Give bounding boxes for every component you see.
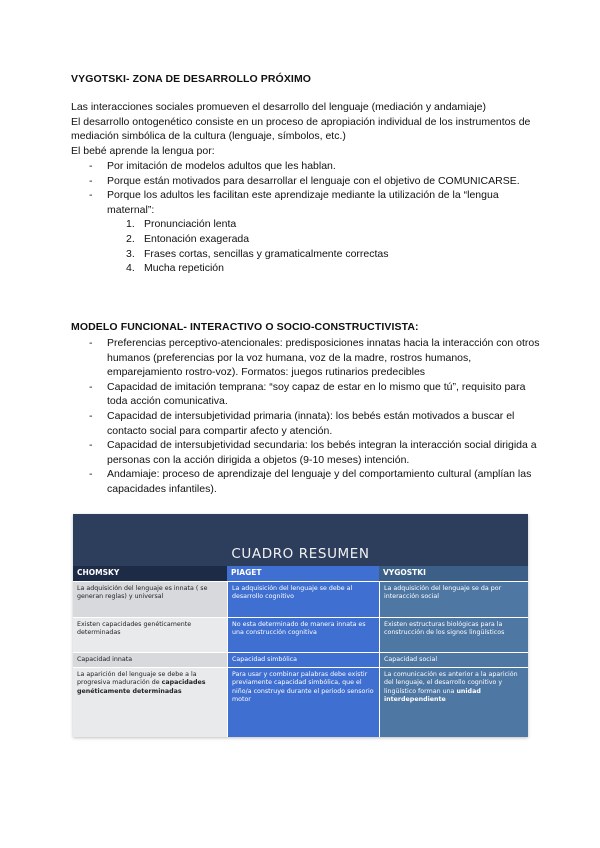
numbered-item: 4. Mucha repetición [126, 262, 224, 275]
paragraph: Las interacciones sociales promueven el desarrollo del lenguaje (mediación y andamiaje) [71, 101, 486, 113]
functional-model-list [71, 336, 541, 497]
column-header-chomsky: CHOMSKY [73, 566, 227, 581]
intro-paragraphs [71, 100, 541, 158]
table-cell: Para usar y combinar palabras debe existir previamente capacidad simbólica, que el niño/a construye durante el periodo sensorio motor [227, 667, 379, 737]
table-cell: La adquisición del lenguaje se debe al desarrollo cognitivo [227, 581, 379, 617]
summary-table-title: CUADRO RESUMEN [73, 514, 528, 566]
list-item: - Capacidad de intersubjetividad primaria (innata): los bebés están motivados a buscar el contacto social para compartir afecto y atención. [71, 409, 541, 438]
list-item: - Capacidad de intersubjetividad secundaria: los bebés integran la interacción social dirigida a personas con la acción dirigida a objetos (9-10 meses) intención. [71, 438, 541, 467]
learning-list [71, 159, 541, 276]
table-cell: La adquisición del lenguaje es innata ( se generan reglas) y universal [73, 581, 227, 617]
table-cell: Existen estructuras biológicas para la construcción de los signos lingüísticos [379, 617, 528, 652]
table-cell: Capacidad social [379, 652, 528, 667]
paragraph: El desarrollo ontogenético consiste en un proceso de apropiación individual de los instrumentos de mediación simbólica de la cultura (lenguaje, símbolos, etc.) [71, 115, 531, 143]
numbered-item: 1. Pronunciación lenta [126, 218, 237, 231]
table-cell: La comunicación es anterior a la aparición del lenguaje, el desarrollo cognitivo y lingüístico forman una unidad interdependiente [379, 667, 528, 737]
numbered-item: 3. Frases cortas, sencillas y gramaticalmente correctas [126, 247, 389, 260]
table-cell: Existen capacidades genéticamente determinadas [73, 617, 227, 652]
column-header-vygostki: VYGOSTKI [379, 566, 528, 581]
section-heading-vygotski: VYGOTSKI- ZONA DE DESARROLLO PRÓXIMO [71, 73, 312, 85]
paragraph: El bebé aprende la lengua por: [71, 144, 215, 157]
list-item: - Preferencias perceptivo-atencionales: predisposiciones innatas hacia la interacción con otros humanos (preferencias por la voz humana, voz de la madre, rostros humanos, emparejamiento rostro-voz). Formatos: juegos rutinarios predecibles [71, 336, 541, 380]
list-item: - Por imitación de modelos adultos que les hablan. [71, 159, 541, 174]
numbered-item: 2. Entonación exagerada [126, 232, 250, 245]
table-cell: No esta determinado de manera innata es una construcción cognitiva [227, 617, 379, 652]
table-cell: Capacidad simbólica [227, 652, 379, 667]
list-item: - Porque los adultos les facilitan este aprendizaje mediante la utilización de la “lengua maternal”: [71, 188, 541, 217]
list-item: - Capacidad de imitación temprana: “soy capaz de estar en lo mismo que tú”, requisito para toda acción comunicativa. [71, 380, 541, 409]
summary-table [73, 514, 528, 737]
section-heading-functional-model: MODELO FUNCIONAL- INTERACTIVO O SOCIO-CONSTRUCTIVISTA: [71, 321, 419, 333]
list-item: - Andamiaje: proceso de aprendizaje del lenguaje y del comportamiento cultural (amplían las capacidades infantiles). [71, 467, 541, 496]
table-cell: Capacidad innata [73, 652, 227, 667]
list-item: - Porque están motivados para desarrollar el lenguaje con el objetivo de COMUNICARSE. [71, 174, 541, 189]
column-header-piaget: PIAGET [227, 566, 379, 581]
table-cell: La aparición del lenguaje se debe a la progresiva maduración de capacidades genéticamente determinadas [73, 667, 227, 737]
table-cell: La adquisición del lenguaje se da por interacción social [379, 581, 528, 617]
maternal-language-list [71, 217, 541, 275]
